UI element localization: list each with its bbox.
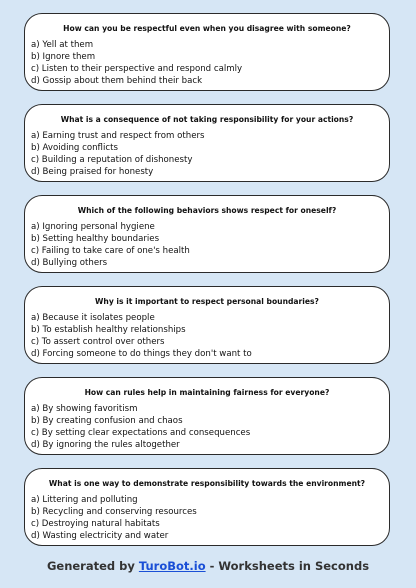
option-d: d) Gossip about them behind their back <box>31 76 203 87</box>
option-d: d) Forcing someone to do things they don't want to <box>31 349 252 360</box>
option-list <box>31 494 197 542</box>
option-d: d) By ignoring the rules altogether <box>31 440 180 451</box>
option-a: a) Because it isolates people <box>31 313 155 323</box>
option-c: c) By setting clear expectations and consequences <box>31 428 251 439</box>
option-a: a) Ignoring personal hygiene <box>31 222 155 232</box>
footer-prefix: Generated by <box>46 559 139 573</box>
brand-link[interactable]: TuroBot.io <box>138 559 206 573</box>
question-text: What is a consequence of not taking responsibility for your actions? <box>60 115 354 124</box>
question-text: How can you be respectful even when you disagree with someone? <box>63 24 351 33</box>
option-list <box>31 221 190 269</box>
option-a: a) Yell at them <box>31 40 94 50</box>
option-b: b) Avoiding conflicts <box>31 143 118 154</box>
option-c: c) Destroying natural habitats <box>31 519 160 530</box>
question-text: Which of the following behaviors shows respect for oneself? <box>77 206 337 215</box>
option-d: d) Wasting electricity and water <box>31 531 169 542</box>
option-a: a) Earning trust and respect from others <box>31 131 205 141</box>
option-a: a) Littering and polluting <box>31 495 138 505</box>
question-text: What is one way to demonstrate responsibility towards the environment? <box>48 479 366 488</box>
question-text: Why is it important to respect personal boundaries? <box>95 297 319 306</box>
option-d: d) Being praised for honesty <box>31 167 154 178</box>
option-c: c) Failing to take care of one's health <box>31 246 190 257</box>
option-b: b) By creating confusion and chaos <box>31 416 183 427</box>
option-b: b) Setting healthy boundaries <box>31 234 160 245</box>
question-text: How can rules help in maintaining fairness for everyone? <box>84 388 330 397</box>
option-c: c) Listen to their perspective and respond calmly <box>31 64 243 75</box>
option-list <box>31 403 250 451</box>
option-d: d) Bullying others <box>31 258 108 269</box>
question-card-6 <box>24 468 390 546</box>
option-b: b) To establish healthy relationships <box>31 325 186 336</box>
question-card-3 <box>24 195 390 273</box>
question-card-2 <box>24 104 390 182</box>
option-c: c) Building a reputation of dishonesty <box>31 155 193 166</box>
option-b: b) Ignore them <box>31 52 96 63</box>
footer-suffix: - Worksheets in Seconds <box>205 559 370 573</box>
option-list <box>31 130 205 178</box>
option-c: c) To assert control over others <box>31 337 165 348</box>
footer-credit <box>0 559 416 573</box>
option-b: b) Recycling and conserving resources <box>31 507 197 518</box>
option-list <box>31 312 252 360</box>
option-a: a) By showing favoritism <box>31 404 138 414</box>
question-card-1 <box>24 13 390 91</box>
option-list <box>31 39 242 87</box>
question-card-4 <box>24 286 390 364</box>
question-card-5 <box>24 377 390 455</box>
